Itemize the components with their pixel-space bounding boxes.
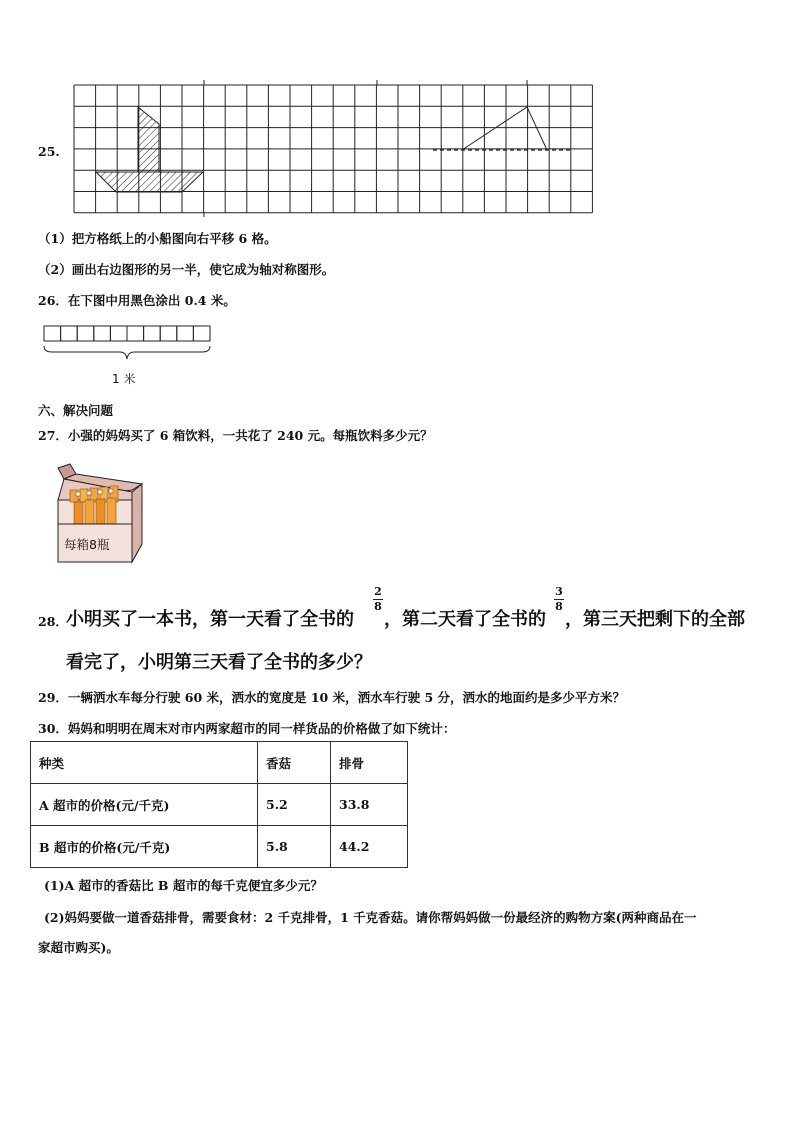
question-26: 26．在下图中用黑色涂出 0.4 米。	[38, 293, 236, 308]
question-28-line2: 看完了，小明第三天看了全书的多少？	[66, 652, 372, 673]
table-cell: 5.2	[258, 784, 331, 826]
question-25-number: 25.	[38, 144, 60, 159]
question-27: 27．小强的妈妈买了 6 箱饮料，一共花了 240 元。每瓶饮料多少元？	[38, 428, 433, 443]
strip-segment	[127, 326, 144, 341]
strip-segment	[44, 326, 61, 341]
strip-segment	[94, 326, 111, 341]
boat-sail	[138, 107, 159, 172]
question-30-sub2-line1: (2)妈妈要做一道香菇排骨，需要食材：2 千克排骨，1 千克香菇。请你帮妈妈做一份最经济的购物方案(两种商品在一	[44, 910, 697, 925]
table-cell: A 超市的价格(元/千克)	[31, 784, 258, 826]
strip-segment	[110, 326, 127, 341]
meter-strip	[40, 322, 220, 362]
grid-paper	[70, 80, 594, 218]
question-25-part-1: （1）把方格纸上的小船图向右平移 6 格。	[38, 231, 277, 246]
table-header-row	[31, 742, 408, 784]
table-cell: B 超市的价格(元/千克)	[31, 826, 258, 868]
header-cell: 香菇	[258, 742, 331, 784]
question-28-seg2: ，第二天看了全书的	[384, 609, 546, 630]
bottles	[70, 486, 118, 524]
table-row	[31, 784, 408, 826]
question-28-number: 28．	[38, 614, 68, 629]
fraction-2-8: 2 8	[374, 585, 382, 613]
question-28-seg1: 小明买了一本书，第一天看了全书的	[66, 609, 354, 630]
table-cell: 44.2	[331, 826, 408, 868]
boat-hull	[96, 172, 203, 192]
header-cell: 排骨	[331, 742, 408, 784]
question-30-sub2-line2: 家超市购买)。	[38, 940, 119, 955]
box-label: 每箱8瓶	[64, 537, 110, 552]
strip-segment	[77, 326, 94, 341]
strip-segment	[177, 326, 194, 341]
section-title: 六、解决问题	[38, 403, 114, 418]
strip-segment	[144, 326, 161, 341]
price-table	[30, 741, 408, 868]
strip-segment	[160, 326, 177, 341]
table-cell: 33.8	[331, 784, 408, 826]
strip-segment	[193, 326, 210, 341]
question-28-seg3: ，第三天把剩下的全部	[565, 609, 745, 630]
half-triangle	[462, 107, 547, 150]
fraction-3-8: 3 8	[555, 585, 563, 613]
meter-label: 1 米	[112, 372, 136, 386]
question-30-sub1: (1)A 超市的香菇比 B 超市的每千克便宜多少元？	[44, 878, 323, 893]
table-row	[31, 826, 408, 868]
table-cell: 5.8	[258, 826, 331, 868]
question-25-part-2: （2）画出右边图形的另一半，使它成为轴对称图形。	[38, 262, 335, 277]
header-cell: 种类	[31, 742, 258, 784]
question-29: 29．一辆洒水车每分行驶 60 米，洒水的宽度是 10 米，洒水车行驶 5 分，洒水的地面约是多少平方米？	[38, 690, 625, 705]
question-30: 30．妈妈和明明在周末对市内两家超市的同一样货品的价格做了如下统计：	[38, 721, 456, 736]
brace	[44, 346, 210, 359]
strip-segment	[61, 326, 78, 341]
